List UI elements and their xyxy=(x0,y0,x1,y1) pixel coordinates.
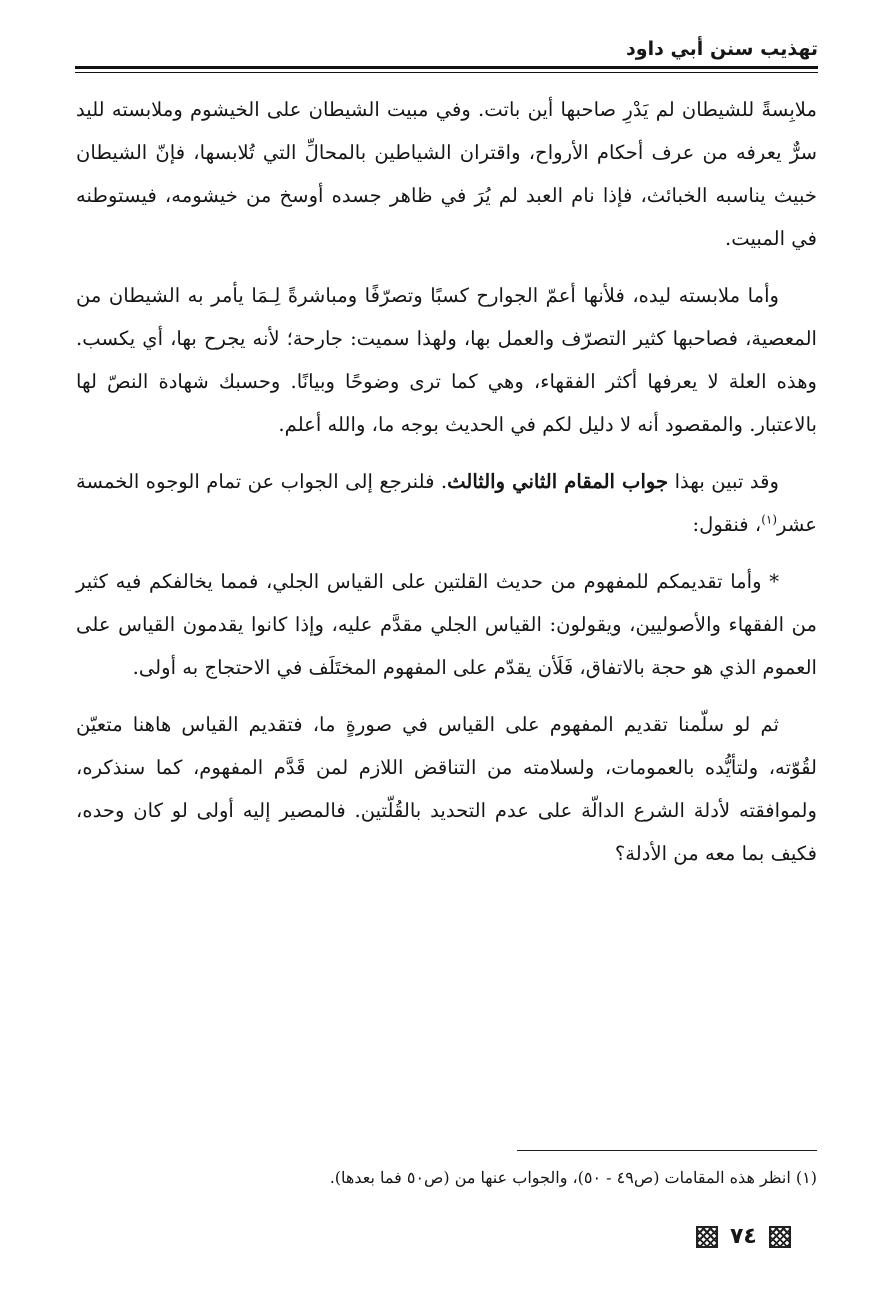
paragraph-3 xyxy=(76,460,817,546)
page-number-block xyxy=(696,1224,791,1249)
footnote-rule xyxy=(517,1150,817,1151)
paragraph-1: ملابِسةً للشيطان لم يَدْرِ صاحبها أين باتت. وفي مبيت الشيطان على الخيشوم وملابسته لليد سرٌّ يعرفه من عرف أحكام الأرواح، واقتران الشياطين بالمحالِّ التي تُلابسها، فإنّ الشيطان خبيث يناسبه الخبائث، فإذا نام العبد لم يُرَ في ظاهر جسده أوسخ من خيشومه، فيستوطنه في المبيت. xyxy=(76,98,817,250)
footnote-reference[interactable]: (١) xyxy=(761,512,778,527)
header-rule-thick xyxy=(75,66,818,69)
paragraph-3-end: ، فنقول: xyxy=(692,513,762,536)
paragraph-3-start: وقد تبين بهذا xyxy=(668,470,779,493)
ornament-icon xyxy=(696,1226,718,1248)
paragraph-3-middle: . فلنرجع إلى الجواب عن تمام الوجوه الخمسة عشر xyxy=(76,470,817,536)
paragraph-4: * وأما تقديمكم للمفهوم من حديث القلتين على القياس الجلي، فمما يخالفكم فيه كثير من الفقهاء والأصوليين، ويقولون: القياس الجلي مقدَّم عليه، وإذا كانوا يقدمون القياس على العموم الذي هو حجة بالاتفاق، فَلَأن يقدّم على المفهوم المختَلَف في الاحتجاج به أولى. xyxy=(76,570,817,679)
ornament-icon xyxy=(769,1226,791,1248)
page-number: ٧٤ xyxy=(730,1224,757,1249)
header-rule-thin xyxy=(75,72,818,73)
body-text xyxy=(76,88,817,889)
running-title: تهذيب سنن أبي داود xyxy=(626,38,818,60)
paragraph-5: ثم لو سلّمنا تقديم المفهوم على القياس في صورةٍ ما، فتقديم القياس هاهنا متعيّن لقُوّته، ولتأيُّده بالعمومات، ولسلامته من التناقض اللازم لمن قَدَّم المفهوم، كما سنذكره، ولموافقته لأدلة الشرع الدالّة على عدم التحديد بالقُلّتين. فالمصير إليه أولى لو كان وحده، فكيف بما معه من الأدلة؟ xyxy=(76,713,817,865)
paragraph-3-bold-phrase: جواب المقام الثاني والثالث xyxy=(447,470,669,493)
footnote-text: (١) انظر هذه المقامات (ص٤٩ - ٥٠)، والجواب عنها من (ص٥٠ فما بعدها). xyxy=(329,1168,817,1187)
paragraph-2: وأما ملابسته ليده، فلأنها أعمّ الجوارح كسبًا وتصرّفًا ومباشرةً لِـمَا يأمر به الشيطان من المعصية، فصاحبها كثير التصرّف والعمل بها، ولهذا سميت: جارحة؛ لأنه يجرح بها، أي يكسب. وهذه العلة لا يعرفها أكثر الفقهاء، وهي كما ترى وضوحًا وبيانًا. وحسبك شهادة النصّ لها بالاعتبار. والمقصود أنه لا دليل لكم في الحديث بوجه ما، والله أعلم. xyxy=(76,284,817,436)
